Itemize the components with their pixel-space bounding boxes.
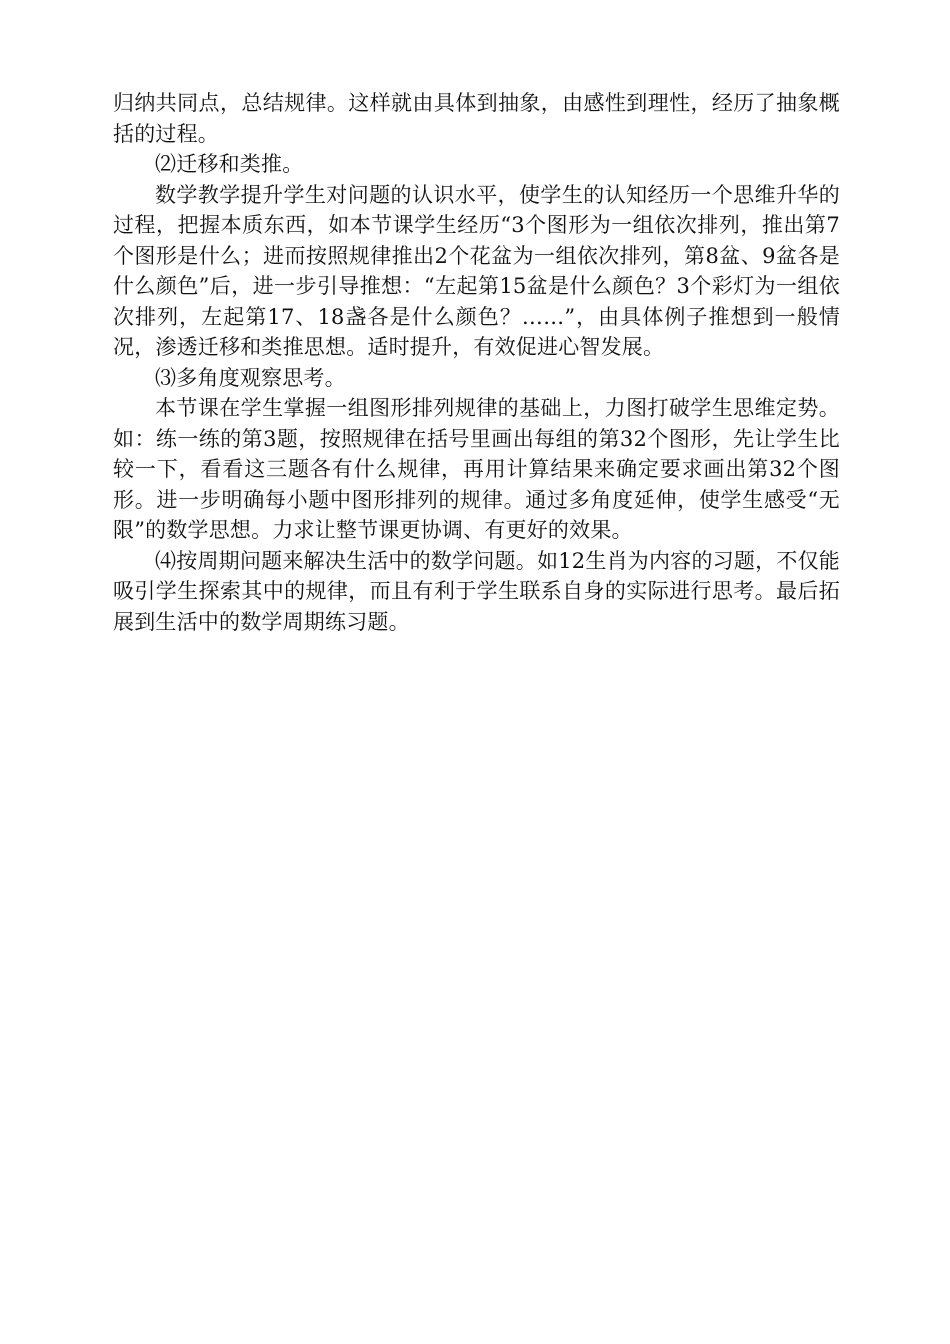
paragraph-continuation: 归纳共同点，总结规律。这样就由具体到抽象，由感性到理性，经历了抽象概括的过程。 (113, 91, 840, 146)
paragraph-periodic-problems: ⑷按周期问题来解决生活中的数学问题。如12生肖为内容的习题，不仅能吸引学生探索其中的规律，而且有利于学生联系自身的实际进行思考。最后拓展到生活中的数学周期练习题。 (113, 548, 840, 634)
paragraph-transfer-analogy: 数学教学提升学生对问题的认识水平，使学生的认知经历一个思维升华的过程，把握本质东西，如本节课学生经历“3个图形为一组依次排列，推出第7个图形是什么；进而按照规律推出2个花盆为一组依次排列，第8盆、9盆各是什么颜色”后，进一步引导推想：“左起第15盆是什么颜色？3个彩灯为一组依次排列，左起第17、18盏各是什么颜色？……”，由具体例子推想到一般情况，渗透迁移和类推思想。适时提升，有效促进心智发展。 (113, 182, 840, 359)
heading-transfer-analogy: ⑵迁移和类推。 (155, 152, 304, 176)
heading-multi-angle: ⑶多角度观察思考。 (155, 365, 346, 390)
document-body (113, 88, 840, 637)
paragraph-multi-angle: 本节课在学生掌握一组图形排列规律的基础上，力图打破学生思维定势。如：练一练的第3题，按照规律在括号里画出每组的第32个图形，先让学生比较一下，看看这三题各有什么规律，再用计算结果来确定要求画出第32个图形。进一步明确每小题中图形排列的规律。通过多角度延伸，使学生感受“无限”的数学思想。力求让整节课更协调、有更好的效果。 (113, 396, 840, 542)
